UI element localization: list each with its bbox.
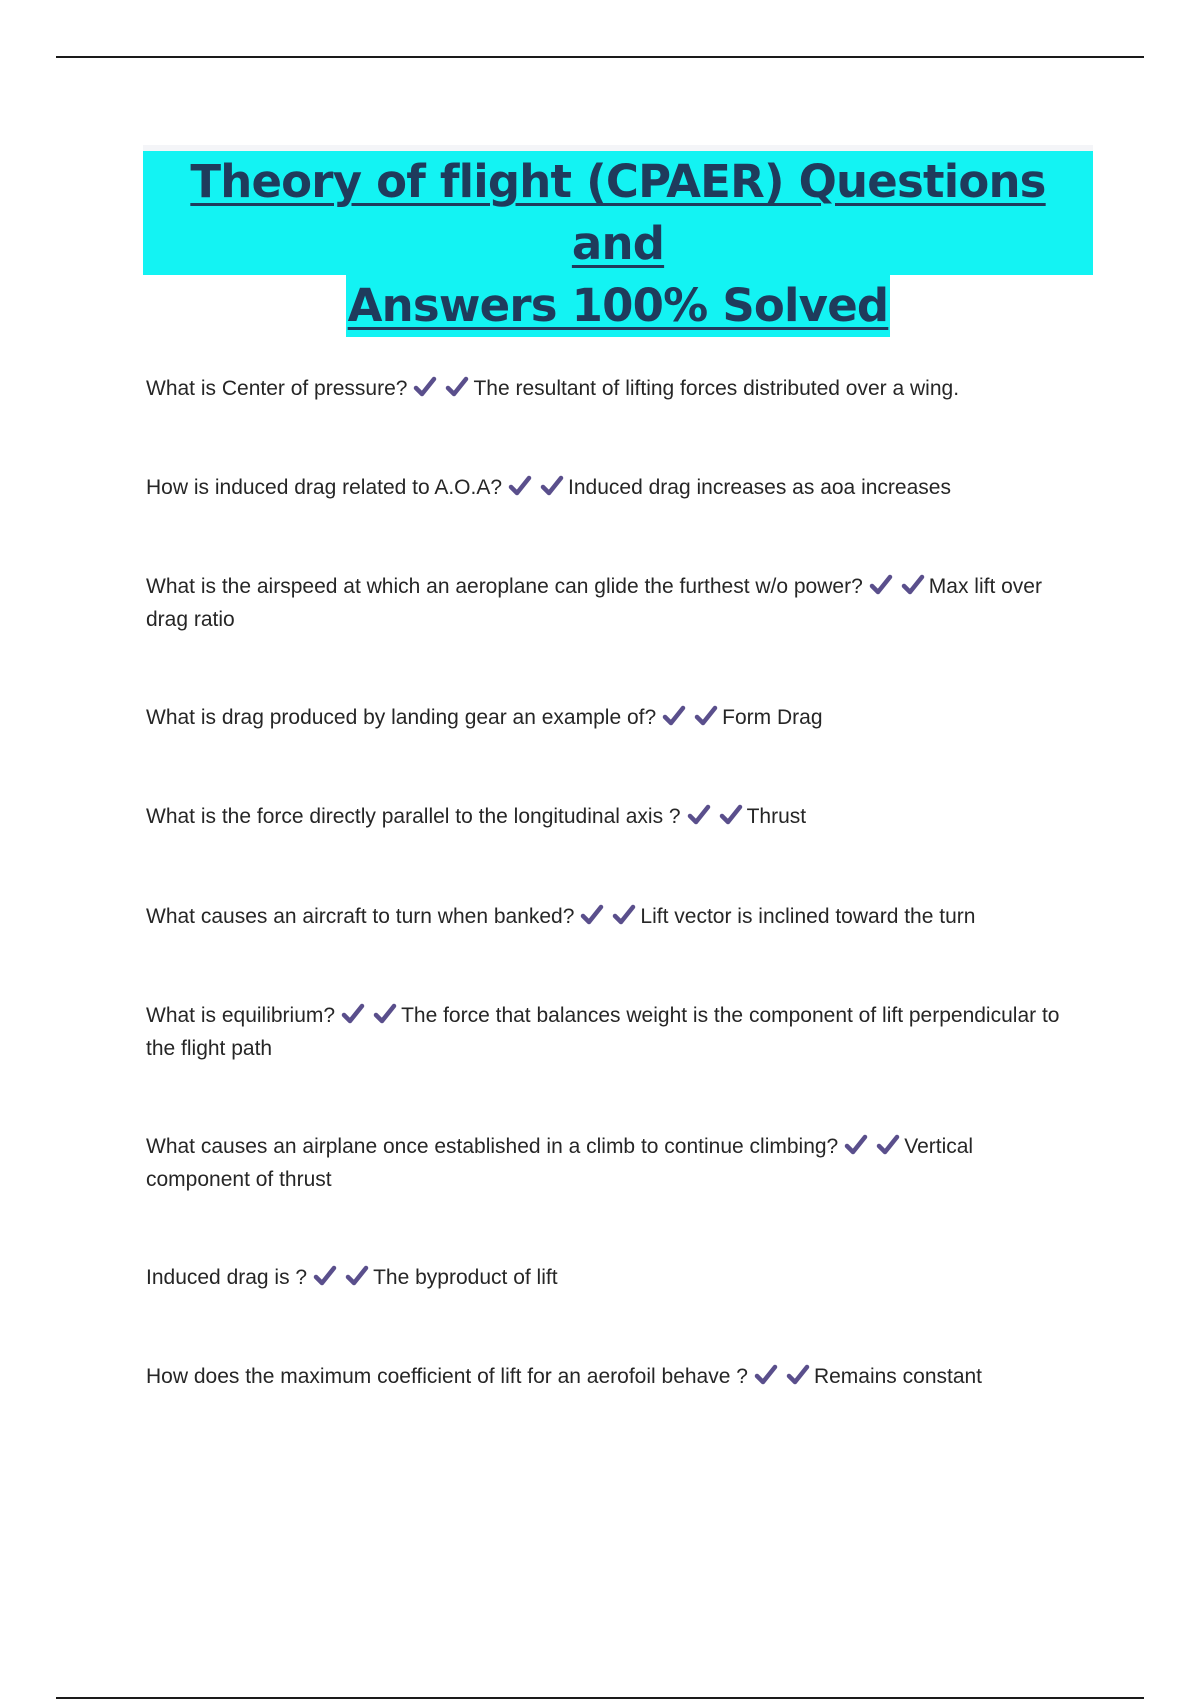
question: Induced drag is ? bbox=[146, 1266, 308, 1289]
answer: Remains constant bbox=[813, 1365, 983, 1388]
answer: Form Drag bbox=[722, 706, 823, 729]
question: What causes an aircraft to turn when banked? bbox=[146, 905, 575, 928]
answer: The force that balances weight is the component of lift perpendicular to the flight path bbox=[146, 1004, 1060, 1060]
qa-item bbox=[146, 701, 1066, 734]
check-mark-icon bbox=[876, 1133, 900, 1157]
check-mark-icon bbox=[445, 375, 469, 399]
question: What causes an airplane once established in a climb to continue climbing? bbox=[146, 1135, 839, 1158]
answer: Lift vector is inclined toward the turn bbox=[640, 905, 976, 928]
check-mark-icon bbox=[694, 704, 718, 728]
question: What is drag produced by landing gear an example of? bbox=[146, 706, 657, 729]
bottom-rule bbox=[56, 1697, 1144, 1699]
question: What is the airspeed at which an aeroplane can glide the furthest w/o power? bbox=[146, 575, 863, 598]
question: What is Center of pressure? bbox=[146, 377, 408, 400]
qa-item bbox=[146, 900, 1066, 933]
check-mark-icon bbox=[580, 903, 604, 927]
qa-item bbox=[146, 800, 1066, 833]
answer: The resultant of lifting forces distributed over a wing. bbox=[473, 377, 960, 400]
qa-item bbox=[146, 372, 1066, 405]
check-mark-icon bbox=[313, 1264, 337, 1288]
check-mark-icon bbox=[413, 375, 437, 399]
answer: Vertical component of thrust bbox=[146, 1135, 974, 1191]
qa-item bbox=[146, 1360, 1066, 1393]
qa-item bbox=[146, 999, 1066, 1065]
check-mark-icon bbox=[687, 803, 711, 827]
check-mark-icon bbox=[719, 803, 743, 827]
qa-item bbox=[146, 1130, 1066, 1196]
check-mark-icon bbox=[345, 1264, 369, 1288]
answer: Thrust bbox=[746, 805, 807, 828]
qa-item bbox=[146, 1261, 1066, 1294]
check-mark-icon bbox=[540, 474, 564, 498]
title-block bbox=[143, 145, 1093, 332]
check-mark-icon bbox=[341, 1002, 365, 1026]
question: What is equilibrium? bbox=[146, 1004, 336, 1027]
answer: The byproduct of lift bbox=[373, 1266, 558, 1289]
check-mark-icon bbox=[373, 1002, 397, 1026]
question: How is induced drag related to A.O.A? bbox=[146, 476, 503, 499]
question: How does the maximum coefficient of lift for an aerofoil behave ? bbox=[146, 1365, 748, 1388]
check-mark-icon bbox=[786, 1363, 810, 1387]
check-mark-icon bbox=[612, 903, 636, 927]
check-mark-icon bbox=[754, 1363, 778, 1387]
top-rule bbox=[56, 56, 1144, 58]
check-mark-icon bbox=[844, 1133, 868, 1157]
qa-item bbox=[146, 570, 1066, 636]
document-title-line-1: Theory of flight (CPAER) Questions and bbox=[143, 151, 1093, 275]
document-title-line-2: Answers 100% Solved bbox=[346, 275, 891, 337]
check-mark-icon bbox=[662, 704, 686, 728]
answer: Max lift over drag ratio bbox=[146, 575, 1042, 631]
answer: Induced drag increases as aoa increases bbox=[568, 476, 951, 499]
check-mark-icon bbox=[508, 474, 532, 498]
question: What is the force directly parallel to the longitudinal axis ? bbox=[146, 805, 681, 828]
check-mark-icon bbox=[901, 573, 925, 597]
check-mark-icon bbox=[869, 573, 893, 597]
qa-item bbox=[146, 471, 1066, 504]
